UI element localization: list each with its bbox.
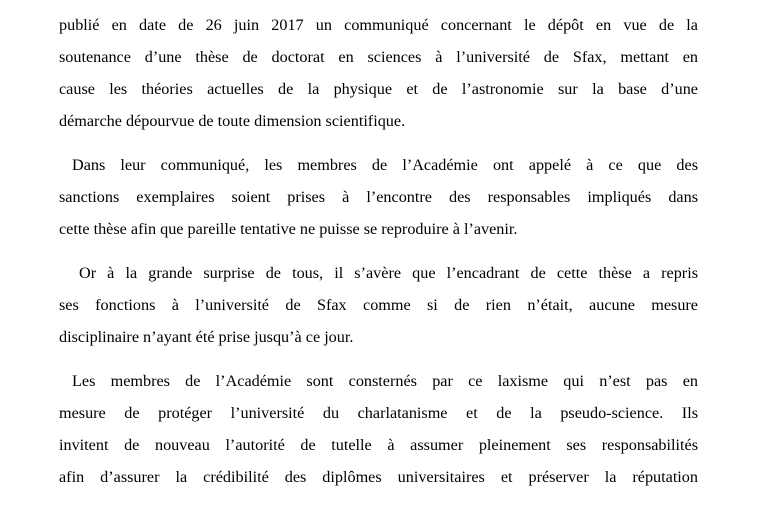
text-line: publié en date de 26 juin 2017 un communiqué concernant le dépôt en vue de la bbox=[59, 16, 698, 34]
paragraph-1 bbox=[59, 9, 698, 137]
text-line: invitent de nouveau l’autorité de tutelle à assumer pleinement ses responsabilités bbox=[59, 436, 698, 454]
text-line: ses fonctions à l’université de Sfax comme si de rien n’était, aucune mesure bbox=[59, 296, 698, 314]
text-line: disciplinaire n’ayant été prise jusqu’à ce jour. bbox=[59, 328, 354, 346]
paragraph-4 bbox=[59, 365, 698, 493]
text-line: cause les théories actuelles de la physique et de l’astronomie sur la base d’une bbox=[59, 80, 698, 98]
text-line: Dans leur communiqué, les membres de l’Académie ont appelé à ce que des bbox=[72, 156, 698, 174]
document-body bbox=[59, 9, 698, 505]
paragraph-2 bbox=[59, 149, 698, 245]
paragraph-3 bbox=[59, 257, 698, 353]
text-line: sanctions exemplaires soient prises à l’encontre des responsables impliqués dans bbox=[59, 188, 698, 206]
text-line: Or à la grande surprise de tous, il s’avère que l’encadrant de cette thèse a repris bbox=[79, 264, 698, 282]
text-line: afin d’assurer la crédibilité des diplômes universitaires et préserver la réputation bbox=[59, 468, 698, 486]
text-line: mesure de protéger l’université du charlatanisme et de la pseudo-science. Ils bbox=[59, 404, 698, 422]
text-line: Les membres de l’Académie sont consternés par ce laxisme qui n’est pas en bbox=[72, 372, 698, 390]
text-line: soutenance d’une thèse de doctorat en sciences à l’université de Sfax, mettant en bbox=[59, 48, 698, 66]
text-line: cette thèse afin que pareille tentative ne puisse se reproduire à l’avenir. bbox=[59, 220, 518, 238]
text-line: démarche dépourvue de toute dimension scientifique. bbox=[59, 112, 406, 130]
